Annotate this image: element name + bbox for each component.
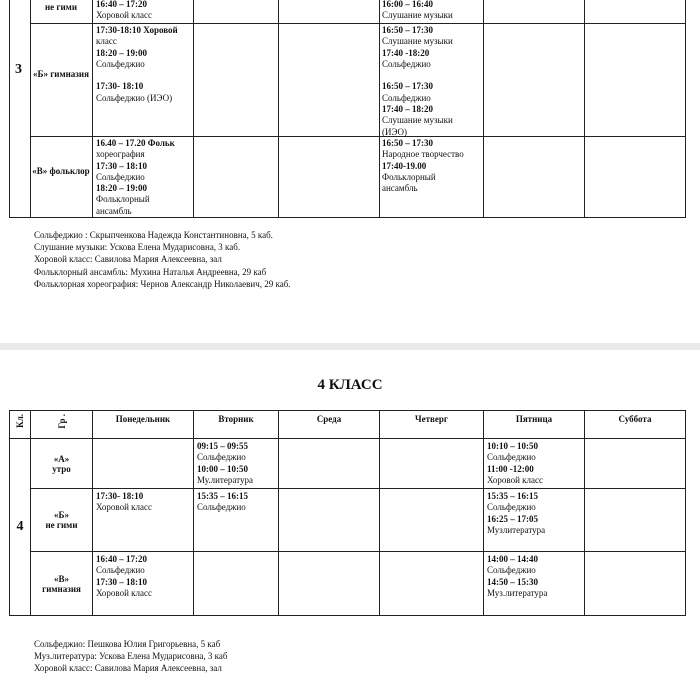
table-row	[10, 552, 686, 616]
page-title: 4 КЛАСС	[317, 377, 383, 393]
schedule-cell-sat	[585, 489, 686, 552]
schedule-cell-wed	[279, 439, 380, 489]
schedule-cell-sat	[585, 439, 686, 489]
table-border	[483, 0, 484, 218]
header-tue: Вторник	[194, 411, 279, 439]
schedule-cell-tue	[194, 552, 279, 616]
table-header-row	[10, 411, 686, 439]
schedule-page-class-4	[0, 350, 700, 700]
schedule-cell-fri: 10:10 – 10:50 Сольфеджио 11:00 -12:00 Хоровой класс	[484, 439, 585, 489]
schedule-table	[9, 410, 686, 616]
group-label: не гими	[44, 2, 78, 12]
header-mon: Понедельник	[93, 411, 194, 439]
table-border	[685, 0, 686, 218]
table-border	[193, 0, 194, 218]
schedule-cell-mon: 16:40 – 17:20 Хоровой класс	[96, 0, 153, 21]
table-border	[584, 0, 585, 218]
schedule-cell-tue: 09:15 – 09:55 Сольфеджио 10:00 – 10:50 Му.литература	[194, 439, 279, 489]
header-wed: Среда	[279, 411, 380, 439]
header-gr: Гр .	[31, 411, 93, 439]
group-label: «А» утро	[31, 439, 93, 489]
schedule-cell-thu: 16:50 – 17:30 Слушание музыки 17:40 -18:20 Сольфеджио 16:50 – 17:30 Сольфеджио 17:40 – 18:20 Слушание музыки (ИЭО)	[382, 25, 453, 137]
table-row	[10, 439, 686, 489]
teachers-notes: Сольфеджио: Пешкова Юлия Григорьевна, 5 каб Муз.литература: Ускова Елена Мударисовна, 3 каб Хоровой класс: Савилова Мария Алексеевна, зал	[34, 639, 228, 674]
schedule-cell-thu	[380, 439, 484, 489]
table-border	[379, 0, 380, 218]
group-label: «Б» гимназия	[33, 69, 89, 79]
table-border	[9, 217, 686, 218]
schedule-cell-thu	[380, 489, 484, 552]
header-kl: Кл.	[10, 411, 31, 439]
schedule-cell-thu: 16:00 – 16:40 Слушание музыки	[382, 0, 453, 21]
schedule-cell-fri: 15:35 – 16:15 Сольфеджио 16:25 – 17:05 Музлитература	[484, 489, 585, 552]
schedule-page-class-3	[0, 0, 700, 343]
group-label: «В» гимназия	[31, 552, 93, 616]
table-border	[92, 0, 93, 218]
schedule-cell-mon: 17:30-18:10 Хоровой класс 18:20 – 19:00 Сольфеджио 17:30- 18:10 Сольфеджио (ИЭО)	[96, 25, 178, 103]
table-row	[10, 489, 686, 552]
schedule-cell-sat	[585, 552, 686, 616]
schedule-cell-wed	[279, 552, 380, 616]
class-number: 4	[10, 439, 31, 616]
schedule-cell-fri: 14:00 – 14:40 Сольфеджио 14:50 – 15:30 Муз.литература	[484, 552, 585, 616]
header-thu: Четверг	[380, 411, 484, 439]
schedule-cell-mon	[93, 439, 194, 489]
schedule-cell-mon: 17:30- 18:10 Хоровой класс	[93, 489, 194, 552]
schedule-cell-tue: 15:35 – 16:15 Сольфеджио	[194, 489, 279, 552]
table-border	[30, 136, 686, 137]
schedule-cell-mon: 16:40 – 17:20 Сольфеджио 17:30 – 18:10 Хоровой класс	[93, 552, 194, 616]
schedule-cell-wed	[279, 489, 380, 552]
header-sat: Суббота	[585, 411, 686, 439]
table-border	[30, 23, 686, 24]
table-border	[30, 0, 31, 218]
table-border	[9, 0, 10, 218]
schedule-cell-thu	[380, 552, 484, 616]
group-label: «В» фольклор	[32, 166, 90, 176]
table-border	[278, 0, 279, 218]
teachers-notes: Сольфеджио : Скрыпченкова Надежда Константиновна, 5 каб. Слушание музыки: Ускова Елена Мударисовна, 3 каб. Хоровой класс: Савилова Мария Алексеевна, зал Фольклорный ансамбль: Мухина Наталья Андреевна, 29 каб Фольклорная хореография: Чернов Александр Николаевич, 29 каб.	[34, 230, 291, 289]
schedule-cell-thu: 16:50 – 17:30 Народное творчество 17:40-19.00 Фольклорный ансамбль	[382, 138, 464, 194]
header-fri: Пятница	[484, 411, 585, 439]
schedule-cell-mon: 16.40 – 17.20 Фольк хореография 17:30 – 18:10 Сольфеджио 18:20 – 19:00 Фольклорный ансамбль	[96, 138, 175, 216]
group-label: «Б» не гими	[31, 489, 93, 552]
class-number: 3	[15, 62, 22, 77]
